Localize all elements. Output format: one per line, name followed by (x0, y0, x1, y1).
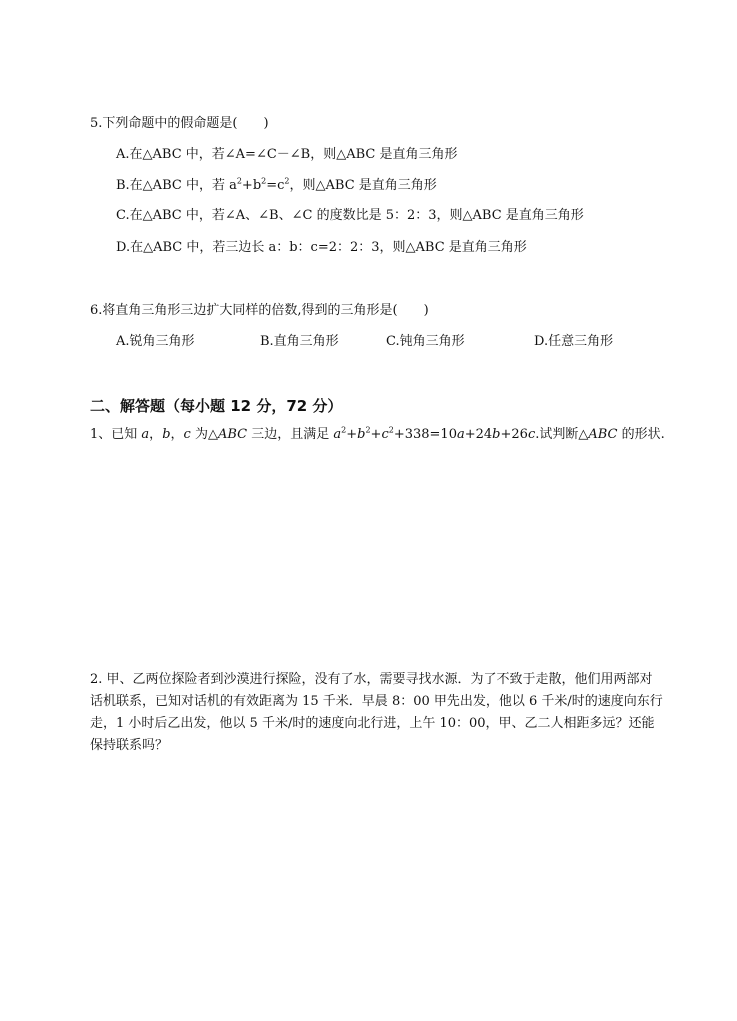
section-title: 二、解答题（每小题 12 分，72 分） (90, 397, 343, 415)
question-6-option-b: B.直角三角形 (260, 334, 339, 349)
question-5-option-c: C.在△ABC 中，若∠A、∠B、∠C 的度数比是 5：2：3，则△ABC 是直角三角形 (116, 208, 584, 223)
question-6-option-d: D.任意三角形 (534, 334, 614, 349)
question-5-option-b: B.在△ABC 中，若 $a^2+b^2=c^2$，则△ABC 是直角三角形 (116, 176, 437, 193)
question-5-option-a: A.在△ABC 中，若∠A=∠C－∠B，则△ABC 是直角三角形 (116, 147, 458, 162)
question-6-option-c: C.钝角三角形 (386, 334, 465, 349)
question-6-stem: 6.将直角三角形三边扩大同样的倍数,得到的三角形是( ) (90, 303, 429, 318)
question-6-option-a: A.锐角三角形 (116, 334, 195, 349)
question-5-stem: 5.下列命题中的假命题是( ) (90, 116, 269, 131)
question-5-option-d: D.在△ABC 中，若三边长 a：b：c=2：2：3，则△ABC 是直角三角形 (116, 240, 527, 255)
problem-1: 1、已知 a，b，c 为△ABC 三边，且满足 $a^2+b^2+c^2+338=10a+24b+26c$.试判断△ABC 的形状. (90, 425, 665, 442)
problem-2: 2. 甲、乙两位探险者到沙漠进行探险，没有了水，需要寻找水源．为了不致于走散，他们用两部对话机联系，已知对话机的有效距离为 15 千米．早晨 8：00 甲先出发，他以 6 千米/时的速度向东行走，1 小时后乙出发，他以 5 千米/时的速度向北行进，上午 10：00，甲、乙二人相距多远？还能保持联系吗？ (90, 672, 663, 753)
